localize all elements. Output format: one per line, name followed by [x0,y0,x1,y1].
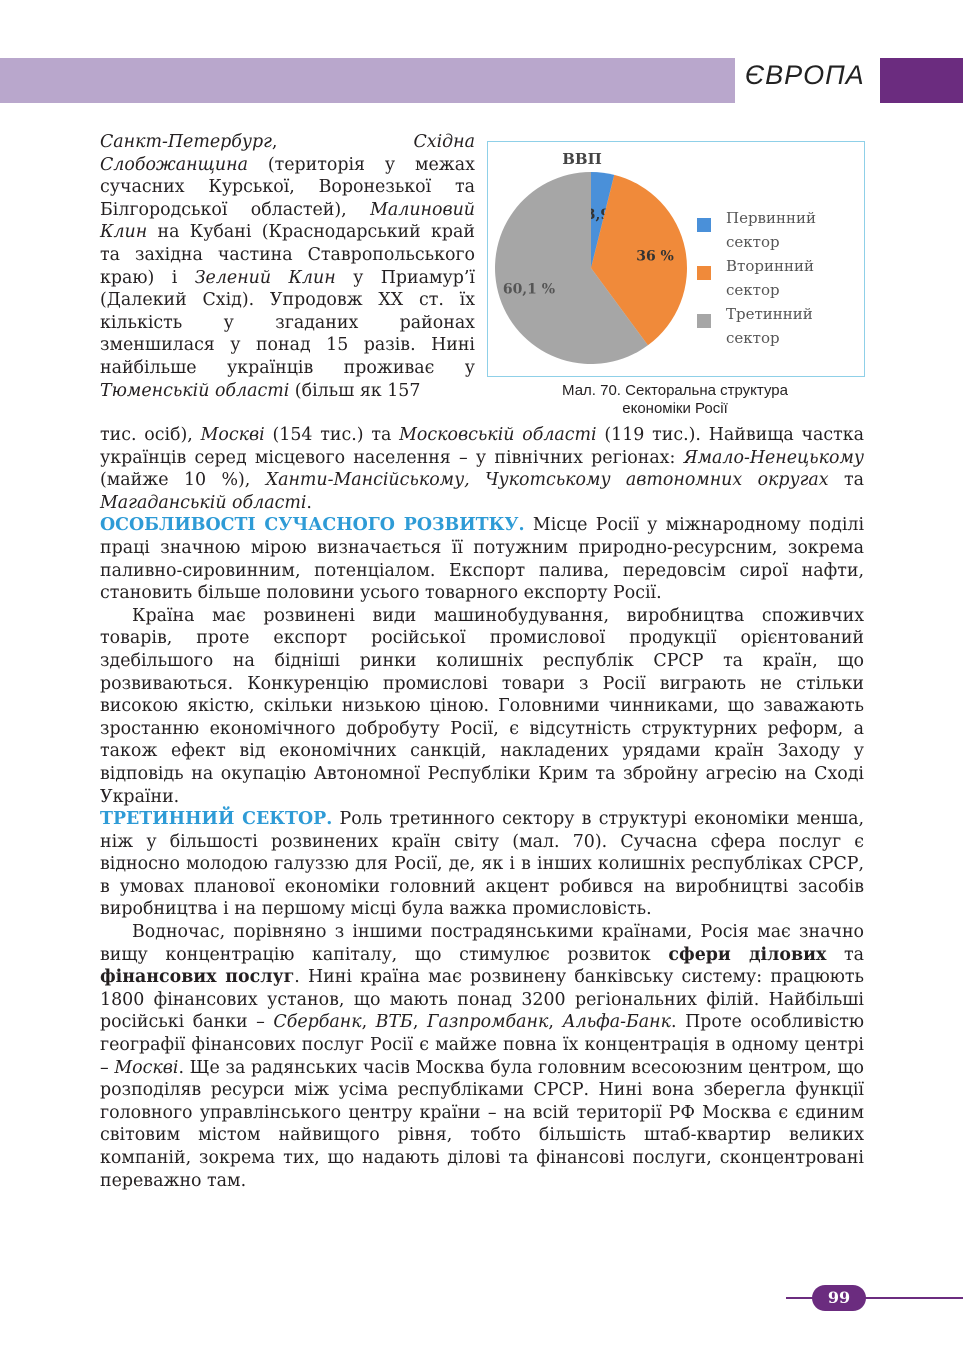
text-span: Східна Слобожанщина [100,132,475,175]
text-span: Москві [114,1057,179,1078]
paragraph-population [100,424,864,514]
text-span: Магаданській області [100,492,307,513]
text-span: Ханти-Мансійському, Чукотському автономних округах [265,470,829,491]
legend-label-2-line2: сектор [726,281,780,299]
text-span: . Нині країна має розвинену банківську систему: працюють 1800 фінансових установ, що мають понад 3200 регіональних філій. Найбільші російські банки – [100,967,864,1033]
text-span: Газпромбанк [426,1012,549,1033]
figure-caption [510,382,840,418]
text-span: , [361,1012,376,1033]
section-tertiary [100,808,864,921]
legend-label-2-line1: Вторинний [726,257,814,275]
text-span: (територія у межах сучасних Курської, Воронезької та Білгородської областей), [100,154,475,220]
legend-label-3-line1: Третинний [726,305,813,323]
pie-slice-label-2: 36 % [636,248,674,265]
text-span: Зелений Клин [194,267,336,288]
paragraph-finance [100,921,864,1192]
text-span: та [828,470,864,491]
text-span: Малиновий Клин [100,199,475,243]
text-span: у Приамур’ї (Далекий Схід). Упродовж ХХ ст. їх кількість у згаданих районах зменшилася у понад 15 разів. Нині найбільше українців проживає у [100,267,475,378]
header-bar [0,58,735,103]
pie-slice-label-3: 60,1 % [502,281,556,298]
text-span: тис. осіб), [100,425,201,445]
pie-chart-svg [488,142,864,376]
text-span: Місце Росії у міжнародному поділі праці значною мірою визначається її потужним природно-ресурсним, зокрема паливно-сировинним, потенціалом. Експорт палива, передовсім сирої нафти, становить більше половини усього товарного експорту Росії. [100,515,865,604]
legend-label-1-line2: сектор [726,233,780,251]
legend-label-3-line2: сектор [726,329,780,347]
section-title: ЄВРОПА [745,60,865,90]
text-span: сфери ділових [668,944,827,965]
text-span: . Ще за радянських часів Москва була головним всесоюзним центром, що розподіляв ресурси між усіма республіками СРСР. Нині вона зберегла функції головного управлінського центру країни – на всій території РФ Москва є єдиним світовим містом найвищого рівня, тобто більшість штаб-квартир великих компаній, зокрема тих, що надають ділові та фінансові послуги, сконцентровані переважно там. [100,1057,864,1191]
text-span: фінансових послуг [100,967,295,988]
text-span: Ямало-Ненецькому [683,447,864,468]
legend-swatch-2 [697,266,711,280]
paragraph-regions [100,131,475,402]
page-number: 99 [812,1285,866,1311]
main-text [100,424,864,1192]
text-span: (154 тис.) та [264,425,400,445]
text-span: Роль третинного сектору в структурі економіки менша, ніж у більшості розвинених країн світу (мал. 70). Сучасна сфера послуг є відносно молодою галуззю для Росії, де, як і в інших колишніх республіках СРСР, в умовах планової економіки головний акцент робився на виробництві засобів виробництва і на першому місці була важка промисловість. [100,809,864,920]
text-span: (більш як 157 [289,380,421,401]
legend-swatch-1 [697,218,711,232]
text-span: Водночас, порівняно з іншими пострадянськими країнами, Росія має значно вищу концентрацію капіталу, що стимулює розвиток [100,922,864,965]
text-span: на Кубані (Краснодарський край та західна частина Ставропольського краю) і [100,222,475,288]
text-span: Москві [200,425,265,445]
section-development [100,514,864,604]
text-span: ВТБ [375,1012,413,1033]
text-span: Сбербанк [273,1012,362,1033]
text-span: Альфа-Банк [562,1012,672,1033]
paragraph-industry: Країна має розвинені види машинобудування, виробництва споживчих товарів, проте експорт російської промислової продукції орієнтований здебільшого на бідніші ринки колишніх республік СРСР та країн, що розвиваються. Конкуренцію промислові товари з Росії виграють не стільки високою якістю, скільки низькою ціною. Головними чинниками, що заважають зростанню економічного добробуту Росії, є відсутність структурних реформ, а також ефект від економічних санкцій, накладених урядами країн Заходу у відповідь на окупацію Автономної Республіки Крим та збройну агресію на Сході України. [100,605,864,807]
gdp-pie-chart [487,141,865,377]
text-span: , [548,1012,563,1033]
text-span: . Проте особливістю географії фінансових послуг Росії є майже повна їх концентрація в одному центрі – [100,1012,864,1078]
text-span: (119 тис.). Найвища частка українців серед місцевого населення – у північних регіонах: [100,425,865,468]
text-span: . [306,492,312,513]
text-span: (майже 10 %), [100,470,266,491]
text-span: та [826,944,864,965]
text-span: Санкт-Петербург [100,132,272,152]
text-span: Тюменській області [100,380,290,401]
pie-slice-label-1: 3,9 [585,207,611,223]
legend-swatch-3 [697,314,711,328]
caption-line-1: Мал. 70. Секторальна структура [562,382,788,399]
section-heading: ТРЕТИННИЙ СЕКТОР. [100,809,333,830]
section-heading: ОСОБЛИВОСТІ СУЧАСНОГО РОЗВИТКУ. [100,515,525,536]
legend-label-1-line1: Первинний [726,209,816,227]
chart-title: ВВП [562,150,602,168]
text-span: Московській області [399,425,597,445]
caption-line-2: економіки Росії [622,400,728,417]
header-accent-block [880,58,963,103]
text-span: , [271,132,414,152]
text-span: , [412,1012,427,1033]
